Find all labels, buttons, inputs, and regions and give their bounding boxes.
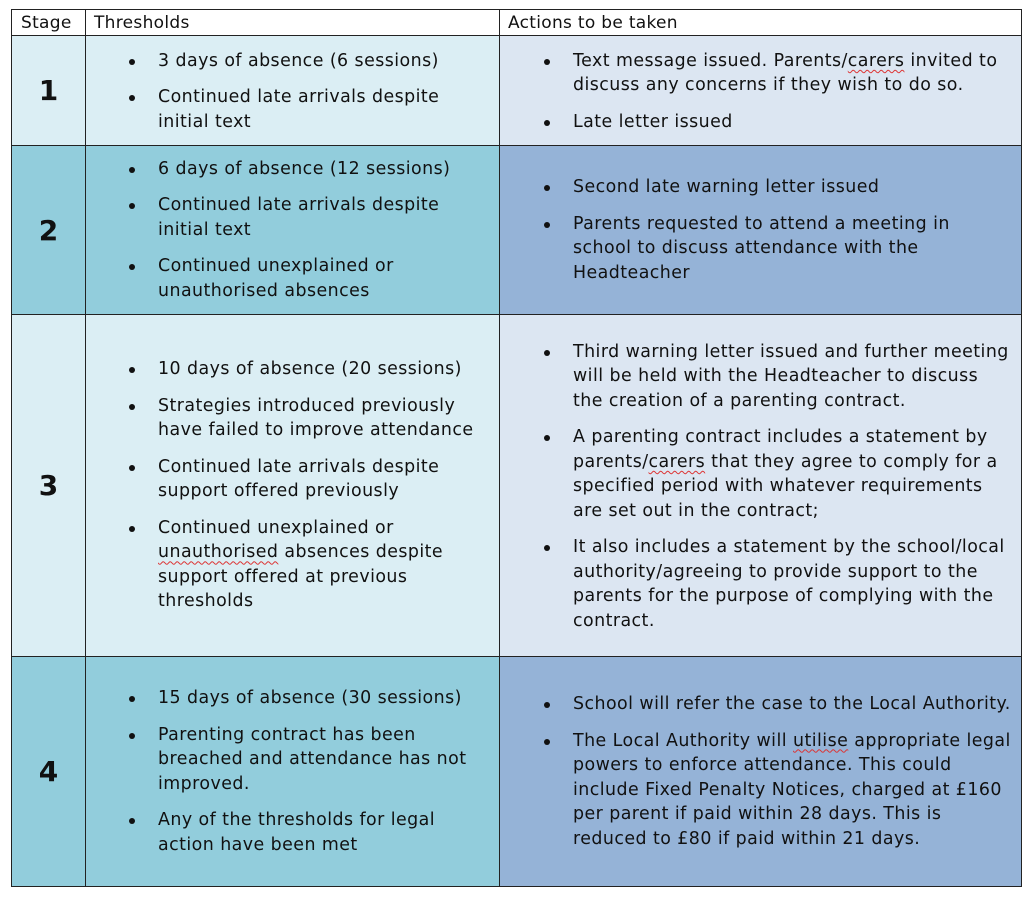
table-row xyxy=(12,146,1022,315)
stage-number: 3 xyxy=(12,315,86,657)
actions-list xyxy=(500,47,1021,135)
list-item: 15 days of absence (30 sessions) xyxy=(158,686,491,711)
spellcheck-flagged-word: utilise xyxy=(793,730,849,751)
list-item xyxy=(573,425,1013,523)
list-item: It also includes a statement by the school/local authority/agreeing to provide support to the parents for the purpose of complying with the contract. xyxy=(573,535,1013,633)
list-item: Continued late arrivals despite initial text xyxy=(158,193,491,242)
text-segment: absences despite support offered at previous thresholds xyxy=(158,542,444,612)
spellcheck-flagged-word: carers xyxy=(847,50,905,71)
table-row xyxy=(12,315,1022,657)
list-item xyxy=(158,516,491,614)
list-item xyxy=(573,729,1013,852)
actions-list xyxy=(500,175,1021,285)
thresholds-list xyxy=(86,357,499,614)
list-item: Continued late arrivals despite initial text xyxy=(158,85,491,134)
actions-cell xyxy=(500,315,1022,657)
stage-number: 4 xyxy=(12,657,86,887)
thresholds-cell xyxy=(86,657,500,887)
actions-cell xyxy=(500,36,1022,146)
list-item: Late letter issued xyxy=(573,110,1013,135)
header-thresholds: Thresholds xyxy=(86,10,500,36)
list-item: 6 days of absence (12 sessions) xyxy=(158,157,491,182)
actions-list xyxy=(500,692,1021,851)
text-segment: A parenting contract includes a statement by parents/ xyxy=(573,427,988,472)
list-item: Continued late arrivals despite support offered previously xyxy=(158,455,491,504)
table-header-row xyxy=(12,10,1022,36)
text-segment: appropriate legal powers to enforce attendance. This could include Fixed Penalty Notices, charged at £160 per parent if paid within 28 days. This is reduced to £80 if paid within 21 days. xyxy=(573,730,1011,849)
table-row xyxy=(12,657,1022,887)
text-segment: The Local Authority will xyxy=(573,730,793,751)
thresholds-list xyxy=(86,157,499,304)
text-segment: Text message issued. Parents/ xyxy=(573,50,848,71)
text-segment: that they agree to comply for a specified period with whatever requirements are set out in the contract; xyxy=(573,451,998,521)
spellcheck-flagged-word: unauthorised xyxy=(158,542,279,563)
list-item: Parenting contract has been breached and attendance has not improved. xyxy=(158,723,491,797)
list-item: Third warning letter issued and further meeting will be held with the Headteacher to discuss the creation of a parenting contract. xyxy=(573,340,1013,414)
actions-cell xyxy=(500,146,1022,315)
table-body xyxy=(12,36,1022,887)
thresholds-list xyxy=(86,47,499,135)
list-item: Any of the thresholds for legal action have been met xyxy=(158,808,491,857)
thresholds-list xyxy=(86,686,499,857)
list-item: 3 days of absence (6 sessions) xyxy=(158,49,491,74)
stage-number: 2 xyxy=(12,146,86,315)
actions-cell xyxy=(500,657,1022,887)
list-item: Second late warning letter issued xyxy=(573,175,1013,200)
stage-number: 1 xyxy=(12,36,86,146)
text-segment: Continued unexplained or xyxy=(158,517,394,538)
list-item: 10 days of absence (20 sessions) xyxy=(158,357,491,382)
thresholds-cell xyxy=(86,36,500,146)
header-actions: Actions to be taken xyxy=(500,10,1022,36)
actions-list xyxy=(500,338,1021,634)
list-item: Strategies introduced previously have failed to improve attendance xyxy=(158,394,491,443)
list-item xyxy=(573,49,1013,98)
attendance-stages-table xyxy=(11,9,1022,887)
list-item: School will refer the case to the Local Authority. xyxy=(573,692,1013,717)
list-item: Continued unexplained or unauthorised absences xyxy=(158,254,491,303)
thresholds-cell xyxy=(86,315,500,657)
header-stage: Stage xyxy=(12,10,86,36)
text-segment: invited to discuss any concerns if they wish to do so. xyxy=(573,50,998,96)
thresholds-cell xyxy=(86,146,500,315)
spellcheck-flagged-word: carers xyxy=(648,451,706,472)
list-item: Parents requested to attend a meeting in school to discuss attendance with the Headteacher xyxy=(573,212,1013,286)
table-row xyxy=(12,36,1022,146)
